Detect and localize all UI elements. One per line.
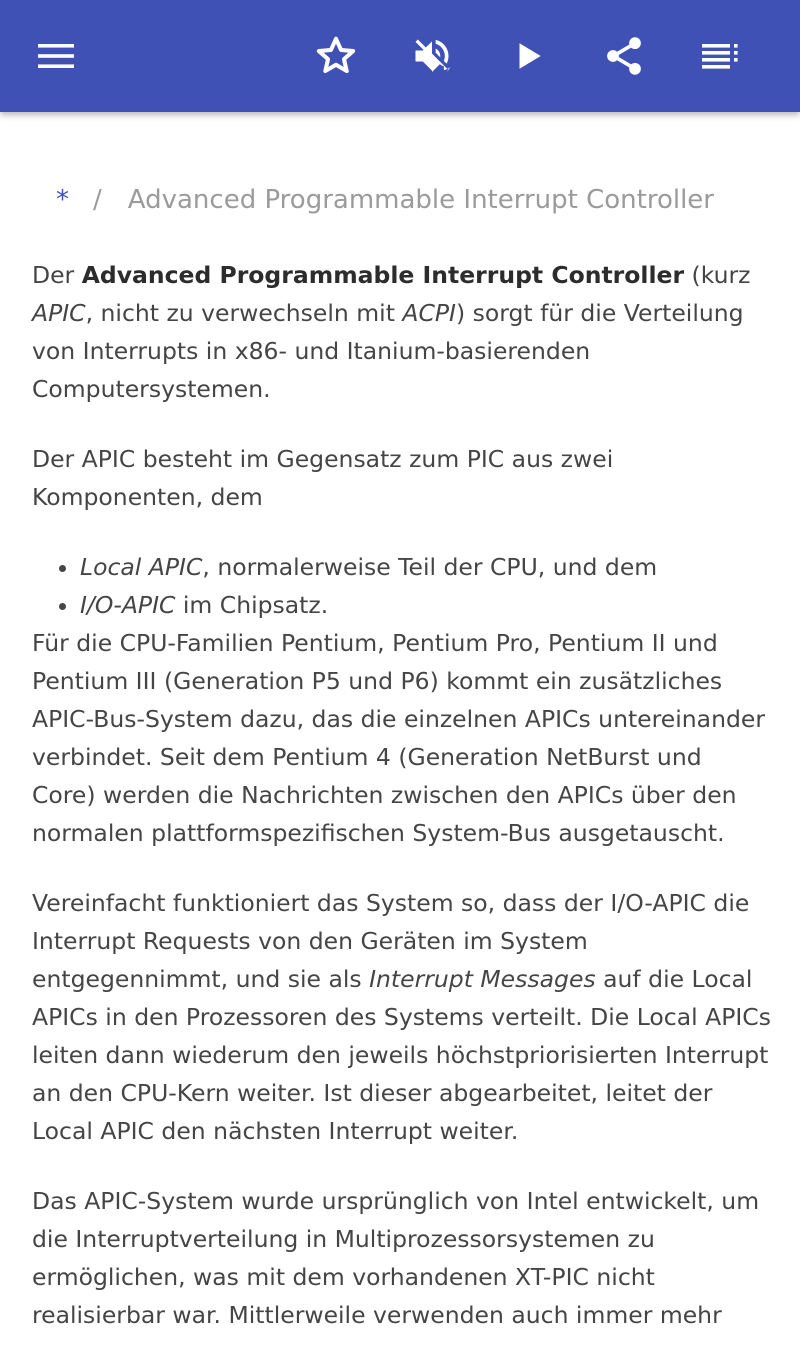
toc-button[interactable]	[692, 28, 748, 84]
abbr-apic: APIC	[32, 299, 86, 327]
overview-text-2: auf die Local APICs in den Prozessoren des Systems verteilt. Die Local APICs leiten dann wiederum den jeweils höchstpriorisierten Interrupt an den CPU-Kern weiter. Ist dieser abgearbeitet, leitet der Local APIC den nächsten Interrupt weiter.	[32, 965, 771, 1145]
intro-text-2: (kurz	[684, 261, 751, 289]
paragraph-cpu-families: Für die CPU-Familien Pentium, Pentium Pro, Pentium II und Pentium III (Generation P5 und P6) kommt ein zusätzliches APIC-Bus-System dazu, das die einzelnen APICs untereinander verbindet. Seit dem Pentium 4 (Generation NetBurst und Core) werden die Nachrichten zwischen den APICs über den normalen plattformspezifischen System-Bus ausgetauscht.	[32, 629, 765, 847]
share-button[interactable]	[596, 28, 652, 84]
breadcrumb-current: Advanced Programmable Interrupt Controller	[127, 185, 714, 215]
components-list	[32, 548, 772, 624]
list-item	[80, 586, 772, 624]
menu-button[interactable]	[28, 28, 84, 84]
intro-text-4: ) sorgt für die Verteilung von Interrupts in x86- und Itanium-basierenden Computersystemen.	[32, 299, 744, 403]
intro-text-3: , nicht zu verwechseln mit	[85, 299, 403, 327]
share-icon	[602, 34, 646, 78]
play-button[interactable]	[500, 28, 556, 84]
list-item-text: , normalerweise Teil der CPU, und dem	[202, 553, 658, 581]
intro-text-1: Der	[32, 261, 82, 289]
app-toolbar	[0, 0, 800, 112]
list-item-text: im Chipsatz.	[175, 591, 329, 619]
paragraph-intro	[32, 256, 772, 408]
paragraph-system-overview	[32, 884, 772, 1150]
menu-icon	[36, 41, 76, 71]
breadcrumb-home-link[interactable]: *	[56, 185, 69, 215]
list-item-term: I/O-APIC	[80, 591, 176, 619]
abbr-acpi: ACPI	[402, 299, 456, 327]
list-item-term: Local APIC	[80, 553, 203, 581]
star-outline-icon	[314, 34, 358, 78]
interrupt-messages-term: Interrupt Messages	[369, 965, 596, 993]
paragraph-history: Das APIC-System wurde ursprünglich von Intel entwickelt, um die Interruptverteilung in Multiprozessorsystemen zu ermöglichen, was mit dem vorhandenen XT-PIC nicht realisierbar war. Mittlerweile verwenden auch immer mehr	[32, 1187, 760, 1329]
volume-off-icon	[410, 34, 454, 78]
mute-button[interactable]	[404, 28, 460, 84]
breadcrumb	[56, 182, 714, 218]
list-item	[80, 548, 772, 586]
article-title-bold: Advanced Programmable Interrupt Controller	[81, 261, 685, 289]
article-body	[32, 256, 772, 1366]
breadcrumb-separator: /	[93, 185, 102, 215]
favorite-button[interactable]	[308, 28, 364, 84]
paragraph-components: Der APIC besteht im Gegensatz zum PIC aus zwei Komponenten, dem	[32, 445, 614, 511]
overview-text-1: Vereinfacht funktioniert das System so, dass der I/O-APIC die Interrupt Requests von den Geräten im System entgegennimmt, und sie als	[32, 889, 750, 993]
list-icon	[700, 41, 740, 71]
play-icon	[511, 39, 545, 73]
